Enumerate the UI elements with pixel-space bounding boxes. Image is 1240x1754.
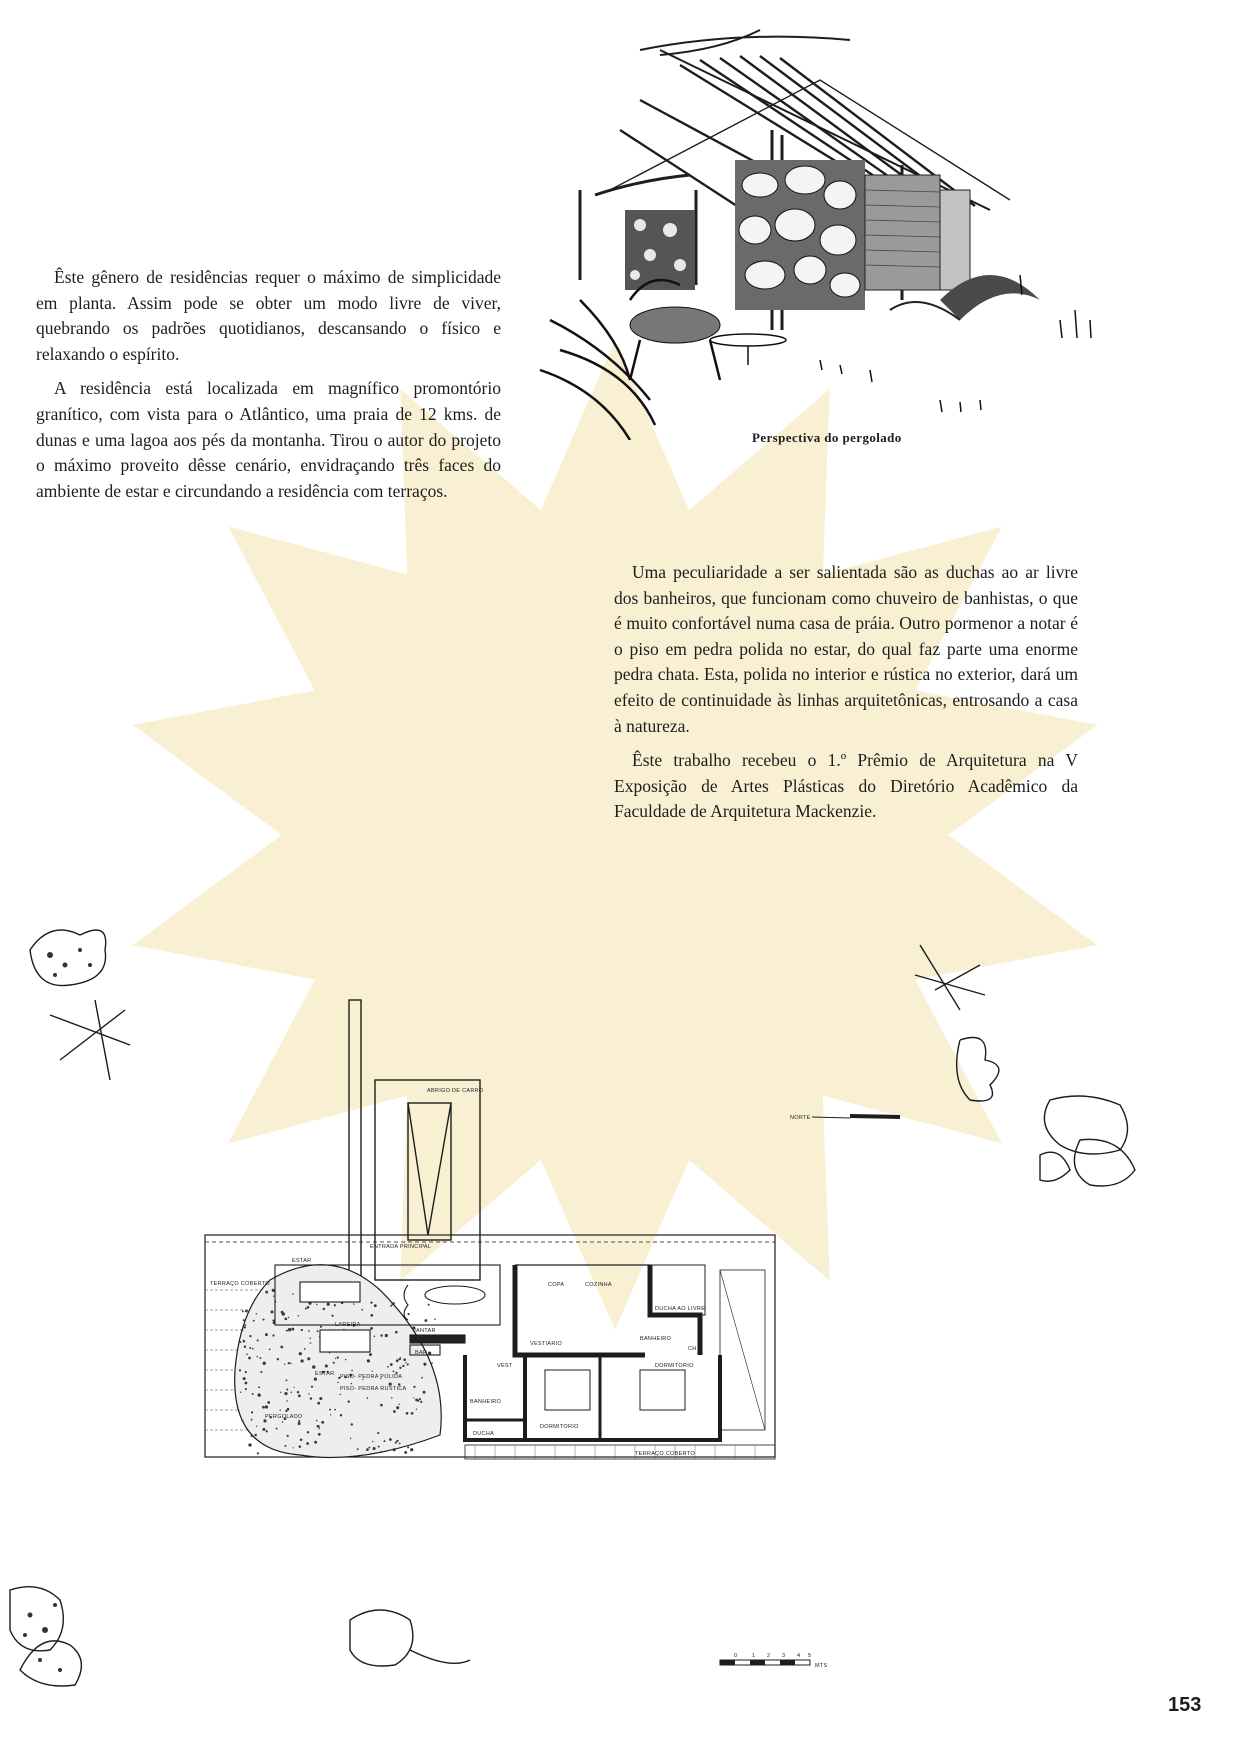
details-paragraph-2: Êste trabalho recebeu o 1.º Prêmio de Arquitetura na V Exposição de Artes Plásticas do Diretório Acadêmico da Faculdade de Arquitetura Mackenzie. — [614, 750, 1078, 822]
scale-label-2: 2 — [767, 1653, 771, 1659]
plan-label-abrigo: ABRIGO DE CARRO — [427, 1088, 484, 1094]
scale-label-4: 4 — [797, 1653, 801, 1659]
floor-plan-drawing — [0, 890, 1240, 1690]
page-number: 153 — [1168, 1694, 1202, 1716]
plan-label-dormitorio-right: DORMITORIO — [655, 1363, 694, 1369]
intro-paragraph-1: Êste gênero de residências requer o máximo de simplicidade em planta. Assim pode se obter um modo livre de viver, quebrando os padrões quotidianos, descansando o físico e relaxando o espírito. — [36, 267, 501, 364]
scale-label-1: 1 — [752, 1653, 756, 1659]
intro-paragraph-2: A residência está localizada em magnífico promontório granítico, com vista para o Atlântico, uma praia de 12 kms. de dunas e uma lagoa aos pés da montanha. Tirou o autor do projeto o máximo proveito dêsse cenário, envidraçando três faces do ambiente de estar e circundando a residência com terraços. — [36, 378, 501, 501]
scale-label-0: 0 — [734, 1653, 738, 1659]
plan-label-piso-rustica: PISO- PEDRA RUSTICA — [340, 1386, 407, 1392]
intro-text-column — [36, 265, 501, 513]
plan-label-ducha-bottom: DUCHA — [473, 1431, 495, 1437]
plan-label-piso-polida: PISO- PEDRA POLIDA — [340, 1374, 403, 1380]
scale-label-3: 3 — [782, 1653, 786, 1659]
plan-label-bar: BAR — [415, 1350, 428, 1356]
plan-label-terraco-bottom: TERRAÇO COBERTO — [635, 1451, 695, 1457]
plan-label-copa: COPA — [548, 1282, 565, 1288]
plan-label-estar: ESTAR — [315, 1371, 335, 1377]
plan-label-terraco-left: TERRAÇO COBERTO — [210, 1281, 270, 1287]
scale-label-mts: MTS — [815, 1663, 828, 1669]
plan-label-vestiario: VESTIARIO — [530, 1341, 563, 1347]
plan-label-vest: VEST — [497, 1363, 513, 1369]
plan-label-ch: CH — [688, 1346, 697, 1352]
plan-label-pergolado: PERGOLADO — [265, 1414, 303, 1420]
plan-label-dormitorio-left: DORMITORIO — [540, 1424, 579, 1430]
scale-bar — [720, 1653, 828, 1669]
details-paragraph-1: Uma peculiaridade a ser salientada são as duchas ao ar livre dos banheiros, que funcionam como chuveiro de banhistas, o que é muito confortável numa casa de práia. Outro pormenor a notar é o piso em pedra polida no estar, do qual faz parte uma enorme pedra chata. Esta, polida no interior e rústica no exterior, dará um efeito de continuidade às linhas arquitetônicas, entrosando a casa à natureza. — [614, 562, 1078, 736]
plan-label-norte: NORTE — [790, 1115, 811, 1121]
plan-label-banheiro-left: BANHEIRO — [470, 1399, 502, 1405]
illustration-caption: Perspectiva do pergolado — [752, 430, 902, 445]
plan-label-lareira: LAREIRA — [335, 1322, 361, 1328]
plan-label-entrada: ENTRADA PRINCIPAL — [370, 1244, 432, 1250]
plan-label-cozinha: COZINHA — [585, 1282, 612, 1288]
pergola-perspective-illustration — [520, 20, 1120, 440]
plan-label-banheiro-right: BANHEIRO — [640, 1336, 672, 1342]
plan-label-ducha-top: DUCHA AO LIVRE — [655, 1306, 706, 1312]
plan-label-estar-top: ESTAR — [292, 1258, 312, 1264]
plan-label-jantar: JANTAR — [413, 1328, 436, 1334]
scale-label-5: 5 — [808, 1653, 812, 1659]
details-text-column — [614, 560, 1078, 834]
